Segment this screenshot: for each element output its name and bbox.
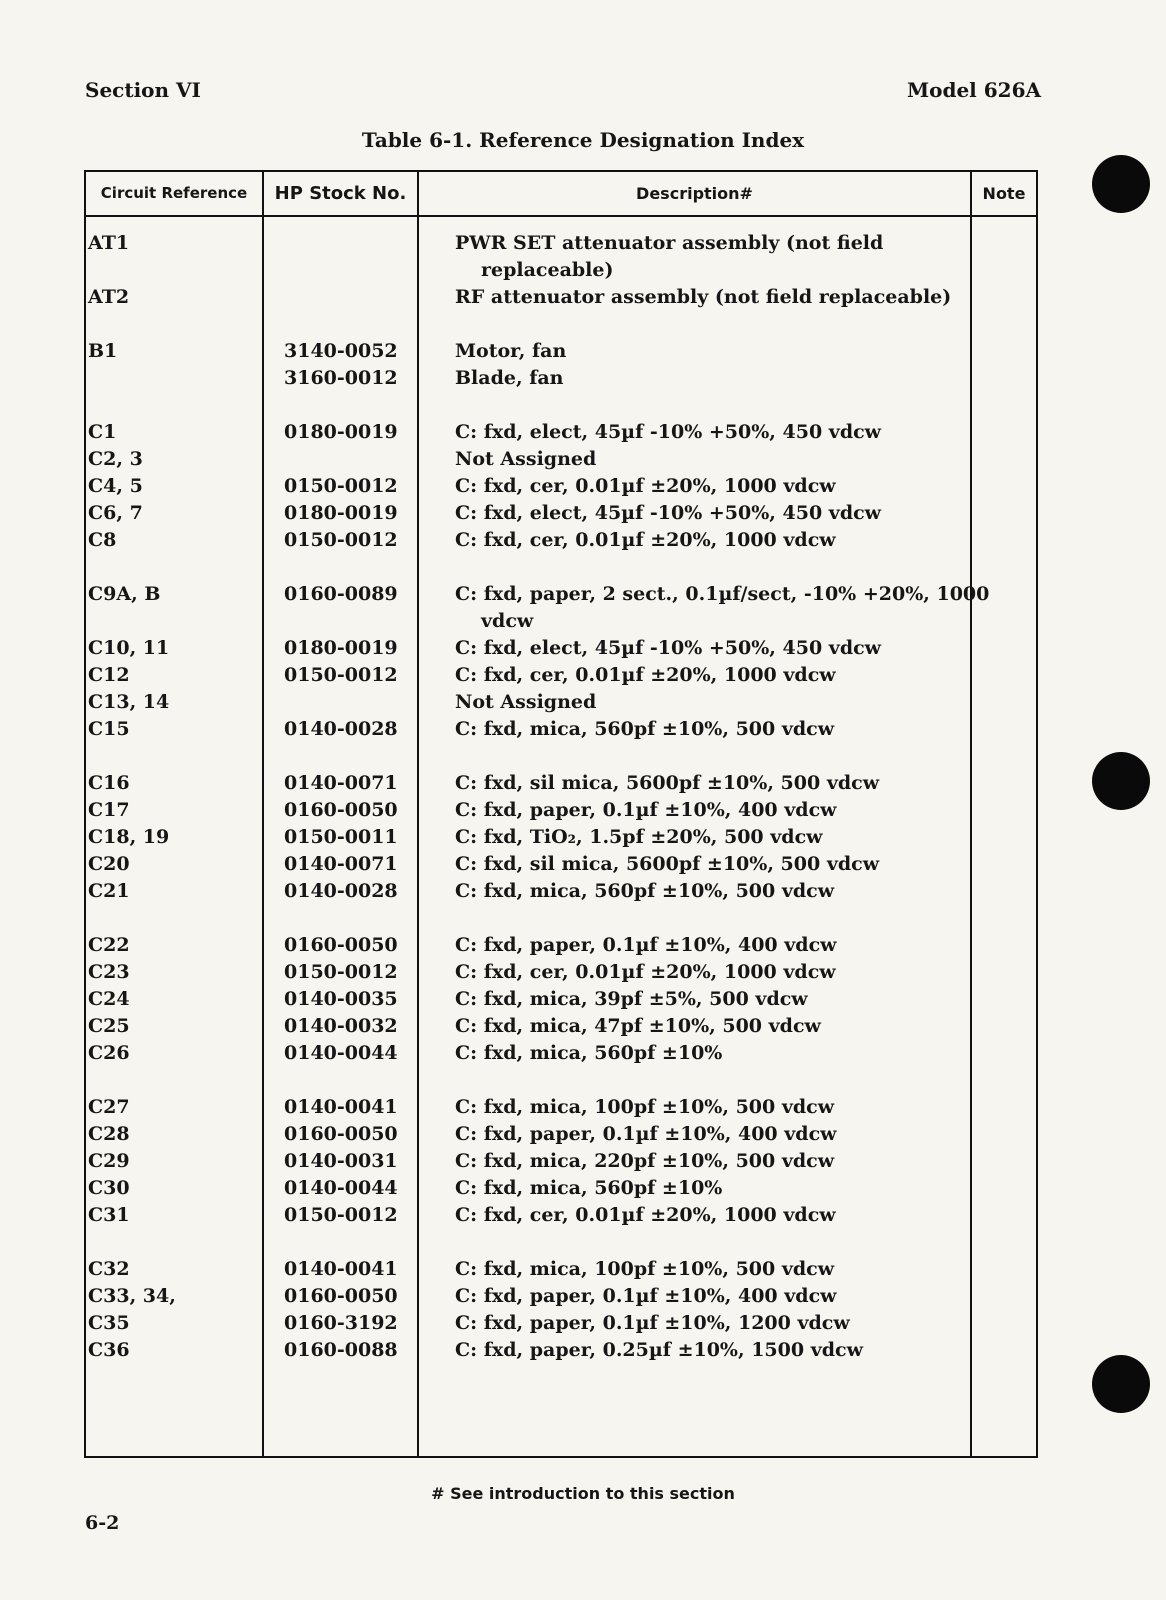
description-cell: C: fxd, TiO₂, 1.5pf ±20%, 500 vdcw [455, 826, 823, 848]
description-cell: C: fxd, paper, 0.1µf ±10%, 1200 vdcw [455, 1312, 850, 1334]
description-cell: C: fxd, cer, 0.01µf ±20%, 1000 vdcw [455, 529, 836, 551]
description-cell: C: fxd, mica, 560pf ±10%, 500 vdcw [455, 718, 835, 740]
table-row [86, 473, 1036, 500]
description-cell: C: fxd, paper, 0.1µf ±10%, 400 vdcw [455, 799, 837, 821]
circuit-reference-cell: C31 [88, 1204, 130, 1226]
table-row [86, 500, 1036, 527]
column-header-note: Note [982, 184, 1026, 203]
description-cell: C: fxd, cer, 0.01µf ±20%, 1000 vdcw [455, 664, 836, 686]
table-row [86, 662, 1036, 689]
table-row [86, 365, 1036, 392]
reference-designation-table [84, 170, 1038, 1458]
table-row [86, 635, 1036, 662]
circuit-reference-cell: C25 [88, 1015, 130, 1037]
table-row [86, 689, 1036, 716]
description-cell: C: fxd, mica, 560pf ±10% [455, 1042, 723, 1064]
table-row [86, 1094, 1036, 1121]
stock-number-cell: 0140-0041 [284, 1258, 398, 1280]
binder-hole [1092, 1355, 1150, 1413]
stock-number-cell: 0140-0071 [284, 853, 398, 875]
stock-number-cell: 0150-0012 [284, 664, 398, 686]
stock-number-cell: 3160-0012 [284, 367, 398, 389]
description-cell: C: fxd, cer, 0.01µf ±20%, 1000 vdcw [455, 1204, 836, 1226]
circuit-reference-cell: C26 [88, 1042, 130, 1064]
stock-number-cell: 0150-0012 [284, 529, 398, 551]
circuit-reference-cell: C27 [88, 1096, 130, 1118]
stock-number-cell: 0180-0019 [284, 502, 398, 524]
table-row [86, 1175, 1036, 1202]
stock-number-cell: 0160-0088 [284, 1339, 398, 1361]
page-number: 6-2 [85, 1512, 120, 1534]
circuit-reference-cell: C20 [88, 853, 130, 875]
stock-number-cell: 0150-0012 [284, 475, 398, 497]
description-cell: C: fxd, cer, 0.01µf ±20%, 1000 vdcw [455, 475, 836, 497]
circuit-reference-cell: C21 [88, 880, 130, 902]
table-row [86, 1121, 1036, 1148]
description-cell: C: fxd, mica, 100pf ±10%, 500 vdcw [455, 1258, 835, 1280]
circuit-reference-cell: C22 [88, 934, 130, 956]
stock-number-cell: 0140-0028 [284, 880, 398, 902]
circuit-reference-cell: C15 [88, 718, 130, 740]
description-cell: C: fxd, elect, 45µf -10% +50%, 450 vdcw [455, 421, 882, 443]
stock-number-cell: 0140-0031 [284, 1150, 398, 1172]
table-row [86, 851, 1036, 878]
table-row [86, 1256, 1036, 1283]
stock-number-cell: 0140-0041 [284, 1096, 398, 1118]
circuit-reference-cell: C24 [88, 988, 130, 1010]
circuit-reference-cell: C33, 34, [88, 1285, 176, 1307]
stock-number-cell: 0160-0050 [284, 799, 398, 821]
description-cell: Motor, fan [455, 340, 567, 362]
stock-number-cell: 0160-3192 [284, 1312, 398, 1334]
description-cell: C: fxd, elect, 45µf -10% +50%, 450 vdcw [455, 637, 882, 659]
circuit-reference-cell: C8 [88, 529, 117, 551]
description-cell: PWR SET attenuator assembly (not field replaceable) [455, 232, 884, 281]
description-cell: C: fxd, elect, 45µf -10% +50%, 450 vdcw [455, 502, 882, 524]
description-cell: C: fxd, mica, 560pf ±10% [455, 1177, 723, 1199]
binder-hole [1092, 155, 1150, 213]
description-cell: C: fxd, mica, 220pf ±10%, 500 vdcw [455, 1150, 835, 1172]
circuit-reference-cell: C4, 5 [88, 475, 143, 497]
binder-hole [1092, 752, 1150, 810]
table-row [86, 419, 1036, 446]
description-cell: C: fxd, paper, 0.1µf ±10%, 400 vdcw [455, 934, 837, 956]
table-row [86, 527, 1036, 554]
table-body [86, 230, 1036, 1364]
circuit-reference-cell: B1 [88, 340, 118, 362]
description-cell: C: fxd, cer, 0.01µf ±20%, 1000 vdcw [455, 961, 836, 983]
table-row [86, 959, 1036, 986]
table-row [86, 581, 1036, 635]
circuit-reference-cell: C16 [88, 772, 130, 794]
stock-number-cell: 0160-0050 [284, 1123, 398, 1145]
stock-number-cell: 0140-0028 [284, 718, 398, 740]
circuit-reference-cell: C12 [88, 664, 130, 686]
table-row [86, 824, 1036, 851]
table-row [86, 1013, 1036, 1040]
description-cell: C: fxd, mica, 47pf ±10%, 500 vdcw [455, 1015, 821, 1037]
stock-number-cell: 0150-0011 [284, 826, 398, 848]
stock-number-cell: 0140-0044 [284, 1177, 398, 1199]
column-header-description: Description# [636, 184, 753, 203]
stock-number-cell: 0150-0012 [284, 1204, 398, 1226]
table-row [86, 932, 1036, 959]
table-row [86, 446, 1036, 473]
table-row [86, 338, 1036, 365]
table-row [86, 284, 1036, 311]
description-cell: C: fxd, paper, 0.1µf ±10%, 400 vdcw [455, 1123, 837, 1145]
circuit-reference-cell: C32 [88, 1258, 130, 1280]
description-cell: Not Assigned [455, 691, 597, 713]
column-header-circuit-reference: Circuit Reference [100, 184, 248, 202]
description-cell: C: fxd, sil mica, 5600pf ±10%, 500 vdcw [455, 853, 880, 875]
section-label: Section VI [85, 78, 201, 102]
stock-number-cell: 0140-0071 [284, 772, 398, 794]
stock-number-cell: 0140-0044 [284, 1042, 398, 1064]
circuit-reference-cell: C18, 19 [88, 826, 170, 848]
table-row [86, 986, 1036, 1013]
circuit-reference-cell: C6, 7 [88, 502, 143, 524]
description-cell: C: fxd, sil mica, 5600pf ±10%, 500 vdcw [455, 772, 880, 794]
description-cell: C: fxd, paper, 2 sect., 0.1µf/sect, -10% +20%, 1000 vdcw [455, 583, 990, 632]
stock-number-cell: 0150-0012 [284, 961, 398, 983]
column-header-stock-no: HP Stock No. [274, 183, 407, 204]
table-row [86, 770, 1036, 797]
table-row [86, 1202, 1036, 1229]
stock-number-cell: 0140-0032 [284, 1015, 398, 1037]
description-cell: Blade, fan [455, 367, 564, 389]
description-cell: C: fxd, paper, 0.1µf ±10%, 400 vdcw [455, 1285, 837, 1307]
table-row [86, 878, 1036, 905]
table-row [86, 797, 1036, 824]
description-cell: C: fxd, paper, 0.25µf ±10%, 1500 vdcw [455, 1339, 863, 1361]
stock-number-cell: 0160-0089 [284, 583, 398, 605]
table-row [86, 1148, 1036, 1175]
circuit-reference-cell: C9A, B [88, 583, 161, 605]
footnote: # See introduction to this section [431, 1484, 735, 1503]
description-cell: C: fxd, mica, 560pf ±10%, 500 vdcw [455, 880, 835, 902]
description-cell: RF attenuator assembly (not field replaceable) [455, 286, 952, 308]
circuit-reference-cell: C29 [88, 1150, 130, 1172]
table-row [86, 1310, 1036, 1337]
table-row [86, 1337, 1036, 1364]
stock-number-cell: 0140-0035 [284, 988, 398, 1010]
model-label: Model 626A [906, 78, 1041, 102]
table-row [86, 716, 1036, 743]
circuit-reference-cell: AT1 [88, 232, 130, 254]
circuit-reference-cell: C23 [88, 961, 130, 983]
circuit-reference-cell: C28 [88, 1123, 130, 1145]
table-row [86, 1040, 1036, 1067]
circuit-reference-cell: C10, 11 [88, 637, 170, 659]
circuit-reference-cell: C1 [88, 421, 117, 443]
stock-number-cell: 0180-0019 [284, 421, 398, 443]
circuit-reference-cell: C30 [88, 1177, 130, 1199]
table-row [86, 230, 1036, 284]
stock-number-cell: 0160-0050 [284, 1285, 398, 1307]
circuit-reference-cell: C13, 14 [88, 691, 170, 713]
circuit-reference-cell: AT2 [88, 286, 130, 308]
stock-number-cell: 0180-0019 [284, 637, 398, 659]
circuit-reference-cell: C17 [88, 799, 130, 821]
table-row [86, 1283, 1036, 1310]
circuit-reference-cell: C36 [88, 1339, 130, 1361]
description-cell: C: fxd, mica, 100pf ±10%, 500 vdcw [455, 1096, 835, 1118]
description-cell: C: fxd, mica, 39pf ±5%, 500 vdcw [455, 988, 808, 1010]
table-title: Table 6-1. Reference Designation Index [361, 128, 805, 152]
circuit-reference-cell: C2, 3 [88, 448, 143, 470]
description-cell: Not Assigned [455, 448, 597, 470]
circuit-reference-cell: C35 [88, 1312, 130, 1334]
stock-number-cell: 0160-0050 [284, 934, 398, 956]
stock-number-cell: 3140-0052 [284, 340, 398, 362]
header-divider [86, 215, 1036, 217]
